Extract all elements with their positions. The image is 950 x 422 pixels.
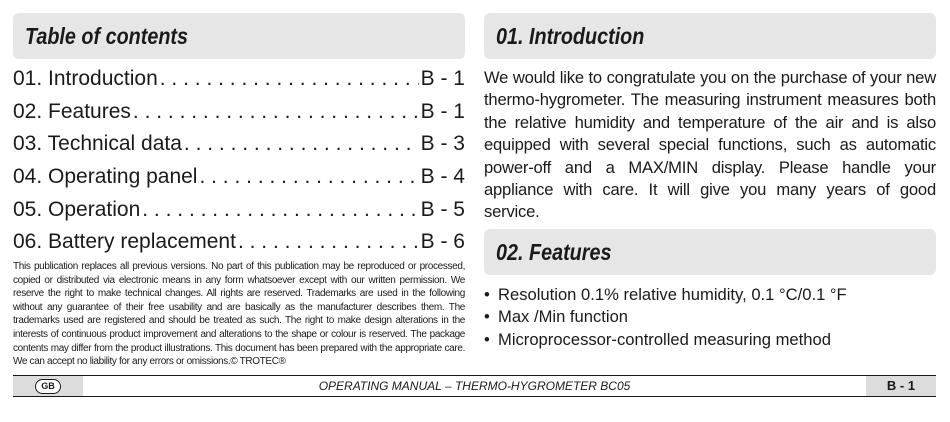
copyright-disclaimer: This publication replaces all previous versions. No part of this publication may be reproduced or processed, copied or distributed via electronic means in any form whatsoever except with our written permission. We reserve the right to make technical changes. All rights are reserved. Trademarks are used in the following without any guarantee of their free usability and are basically as the manufacturer describes them. The trademarks used are registered and should be treated as such. The right to make design alterations in the interests of continuous product improvement and alterations to the shape or colour is reserved. The package contents may differ from the product illustrations. This document has been prepared with the appropriate care. We can accept no liability for any errors or omissions.© TROTEC® (13, 261, 465, 368)
toc-title: Table of contents (25, 23, 189, 49)
introduction-title: 01. Introduction (496, 23, 645, 49)
toc-leader-dots (238, 230, 419, 254)
features-title: 02. Features (496, 239, 612, 265)
toc-leader-dots (133, 100, 419, 124)
toc-item-page: B - 6 (420, 230, 465, 254)
toc-item-page: B - 1 (420, 99, 465, 123)
bullet-icon: • (484, 329, 490, 349)
bullet-icon: • (484, 307, 490, 327)
toc-item-page: B - 5 (420, 197, 465, 221)
toc-item-label: 03. Technical data (13, 132, 182, 156)
feature-item: • Max /Min function (484, 306, 847, 328)
page-number: B - 1 (866, 376, 936, 396)
toc-leader-dots (184, 132, 419, 156)
introduction-text: We would like to congratulate you on the purchase of your new thermo-hygrometer. The measuring instrument measures both the relative humidity and temperature of the air and is also equipped with several special functions, such as automatic power-off and a MAX/MIN display. Please handle your appliance with care. It will give you many years of good service. (484, 68, 936, 222)
toc-leader-dots (160, 67, 419, 91)
toc-item[interactable] (13, 67, 465, 100)
toc-header (13, 13, 465, 59)
toc-item-label: 05. Operation (13, 197, 141, 221)
toc-leader-dots (142, 198, 418, 222)
toc-item-label: 06. Battery replacement (13, 230, 236, 254)
toc-list (13, 67, 465, 263)
features-list (484, 284, 847, 351)
toc-item-label: 02. Features (13, 99, 131, 123)
language-code: GB (35, 379, 61, 394)
toc-item-label: 04. Operating panel (13, 165, 198, 189)
features-header (484, 229, 936, 275)
page-footer (13, 375, 936, 397)
feature-item: • Microprocessor-controlled measuring method (484, 329, 847, 351)
toc-item[interactable] (13, 132, 465, 165)
toc-item[interactable] (13, 230, 465, 263)
introduction-header (484, 13, 936, 59)
toc-item[interactable] (13, 165, 465, 198)
bullet-icon: • (484, 285, 490, 304)
toc-item[interactable] (13, 100, 465, 133)
feature-item: • Resolution 0.1% relative humidity, 0.1 °C/0.1 °F (484, 284, 847, 306)
toc-item-page: B - 4 (420, 165, 465, 189)
toc-leader-dots (199, 165, 418, 189)
toc-item-label: 01. Introduction (13, 67, 158, 90)
toc-item[interactable] (13, 198, 465, 231)
toc-item-page: B - 3 (420, 132, 465, 156)
toc-item-page: B - 1 (420, 67, 465, 90)
manual-title: OPERATING MANUAL – THERMO-HYGROMETER BC05 (318, 379, 631, 393)
